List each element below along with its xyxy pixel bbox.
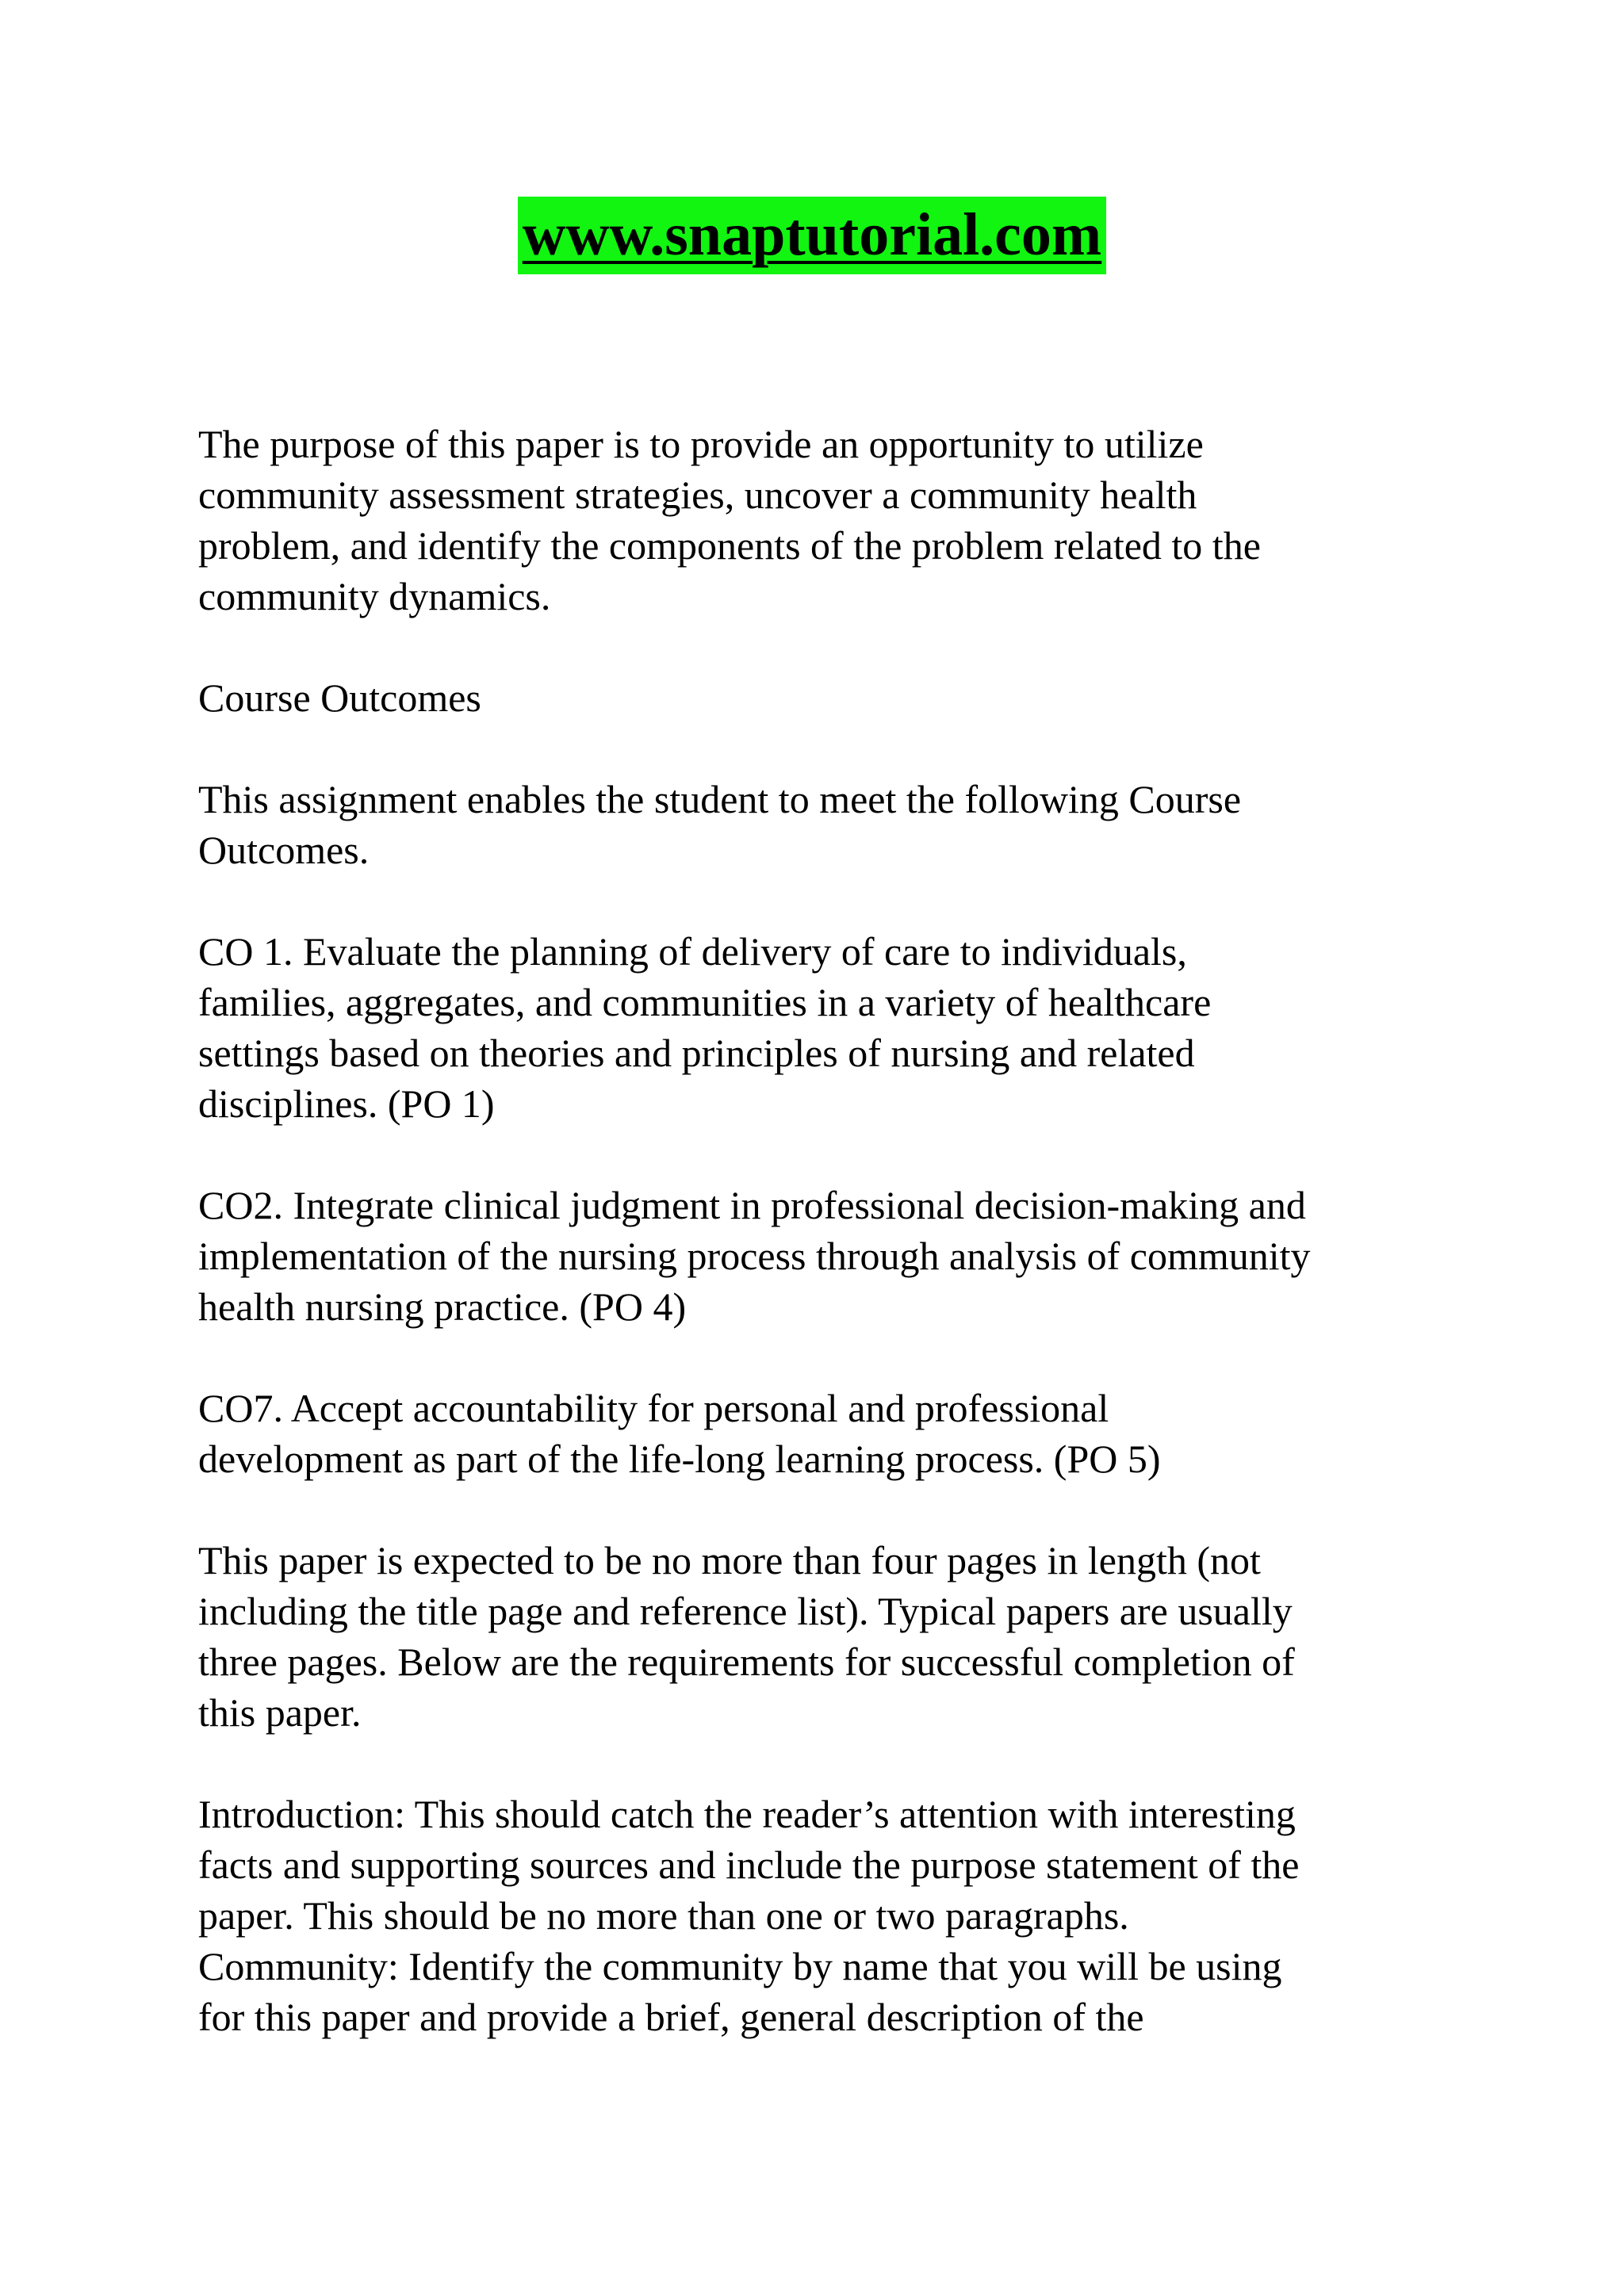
text-line: Outcomes.	[198, 828, 370, 872]
paragraph-spacer	[198, 1129, 1435, 1180]
text-line: implementation of the nursing process through analysis of community	[198, 1234, 1311, 1278]
header	[0, 197, 1624, 274]
paragraph-co1	[198, 926, 1435, 1129]
paragraph-purpose	[198, 419, 1435, 622]
text-line: three pages. Below are the requirements for successful completion of	[198, 1640, 1295, 1684]
text-line: development as part of the life-long learning process. (PO 5)	[198, 1437, 1161, 1481]
text-line: community assessment strategies, uncover a community health	[198, 473, 1197, 517]
paragraph-spacer	[198, 723, 1435, 774]
paragraph-spacer	[198, 1484, 1435, 1535]
paragraph-length-requirements	[198, 1535, 1435, 1738]
text-line: families, aggregates, and communities in a variety of healthcare	[198, 980, 1212, 1024]
text-line: The purpose of this paper is to provide an opportunity to utilize	[198, 422, 1204, 466]
paragraph-spacer	[198, 875, 1435, 926]
paragraph-spacer	[198, 1738, 1435, 1789]
text-line: Community: Identify the community by name that you will be using	[198, 1944, 1282, 1988]
paragraph-co7	[198, 1383, 1435, 1484]
text-line: CO 1. Evaluate the planning of delivery of care to individuals,	[198, 929, 1187, 974]
text-line: disciplines. (PO 1)	[198, 1081, 495, 1126]
text-line: This paper is expected to be no more than four pages in length (not	[198, 1538, 1261, 1582]
text-line: community dynamics.	[198, 574, 551, 618]
text-line: problem, and identify the components of the problem related to the	[198, 523, 1261, 568]
website-link[interactable]: www.snaptutorial.com	[518, 197, 1106, 274]
text-line: Course Outcomes	[198, 675, 481, 720]
paragraph-assignment-intro	[198, 774, 1435, 875]
text-line: CO7. Accept accountability for personal and professional	[198, 1386, 1109, 1430]
text-line: paper. This should be no more than one or two paragraphs.	[198, 1893, 1129, 1938]
paragraph-spacer	[198, 622, 1435, 672]
text-line: including the title page and reference list). Typical papers are usually	[198, 1589, 1293, 1633]
text-line: facts and supporting sources and include the purpose statement of the	[198, 1843, 1300, 1887]
text-line: CO2. Integrate clinical judgment in professional decision-making and	[198, 1183, 1306, 1227]
text-line: health nursing practice. (PO 4)	[198, 1284, 687, 1329]
text-line: this paper.	[198, 1690, 362, 1735]
paragraph-co2	[198, 1180, 1435, 1332]
text-line: for this paper and provide a brief, general description of the	[198, 1995, 1144, 2039]
document-body	[198, 419, 1435, 2042]
text-line: This assignment enables the student to meet the following Course	[198, 777, 1242, 821]
paragraph-introduction-community	[198, 1789, 1435, 2042]
paragraph-course-outcomes-heading	[198, 672, 1435, 723]
text-line: settings based on theories and principles of nursing and related	[198, 1031, 1195, 1075]
text-line: Introduction: This should catch the reader’s attention with interesting	[198, 1792, 1296, 1836]
paragraph-spacer	[198, 1332, 1435, 1383]
